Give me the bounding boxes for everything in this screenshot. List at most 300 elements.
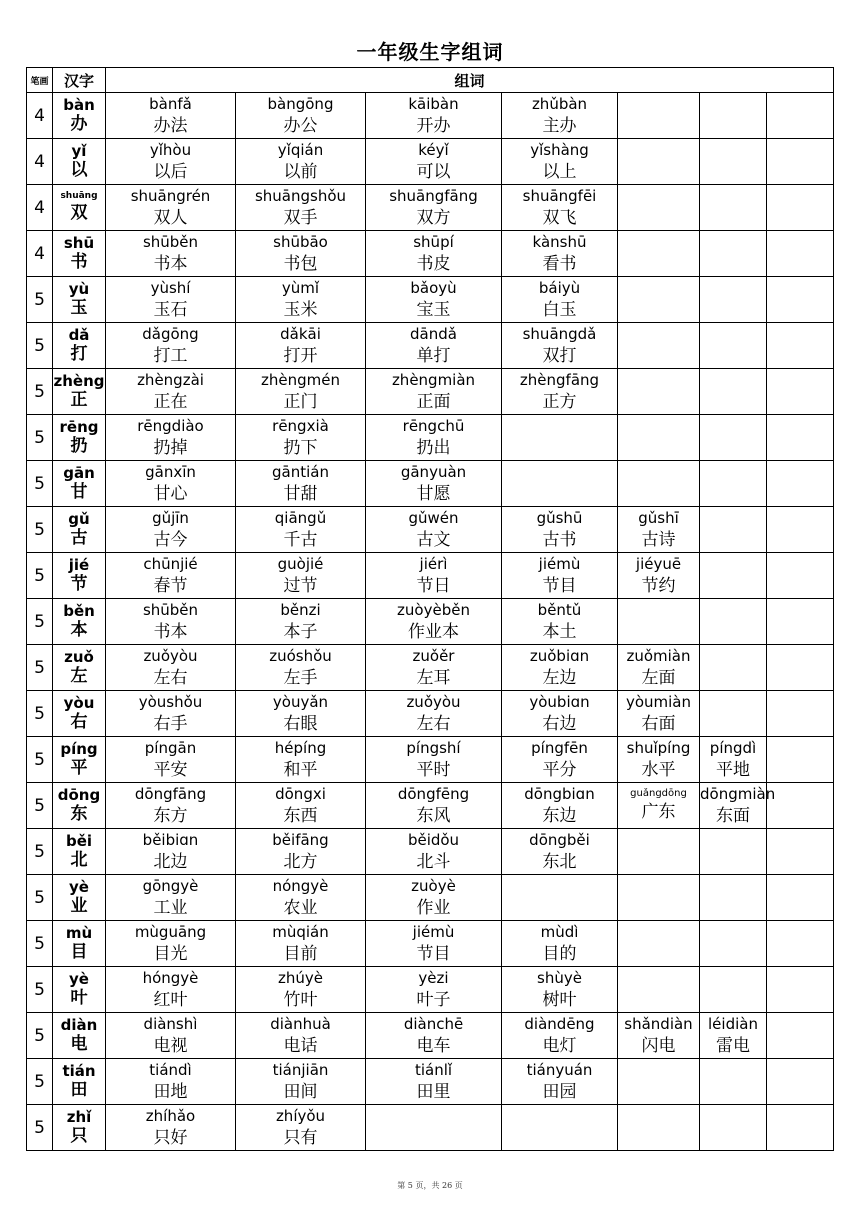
character-cell (53, 599, 106, 645)
word-cell (700, 921, 767, 967)
word-cell (502, 415, 618, 461)
word-cell (618, 921, 700, 967)
word-pinyin: shuāngdǎ (522, 324, 597, 343)
table-row (27, 599, 834, 645)
word-hanzi: 红叶 (153, 989, 188, 1010)
table-row (27, 829, 834, 875)
word-cell (106, 185, 236, 231)
word-pinyin: shūběn (142, 600, 199, 619)
word-cell (236, 369, 366, 415)
word-cell (106, 553, 236, 599)
stroke-count: 5 (27, 691, 53, 737)
character-pinyin: yè (69, 877, 89, 896)
word-hanzi: 目前 (283, 943, 318, 964)
word-pinyin: shùyè (537, 968, 582, 987)
table-row (27, 737, 834, 783)
word-pinyin: diànshì (143, 1014, 198, 1033)
word-pinyin: nóngyè (272, 876, 329, 895)
character-pinyin: yǐ (71, 141, 87, 160)
word-pinyin: zuòyèběn (397, 600, 470, 619)
word-cell (236, 737, 366, 783)
word-hanzi: 田里 (416, 1081, 451, 1102)
word-pinyin: chūnjié (143, 554, 198, 573)
word-hanzi: 田间 (283, 1081, 318, 1102)
word-hanzi: 左手 (283, 667, 318, 688)
word-pinyin: yèzi (418, 968, 449, 987)
word-hanzi: 过节 (283, 575, 318, 596)
word-pinyin: yǐshàng (530, 140, 589, 159)
word-hanzi: 双飞 (542, 207, 577, 228)
word-cell (767, 185, 834, 231)
word-pinyin: guǎngdōng (630, 788, 687, 800)
table-row (27, 369, 834, 415)
word-cell (700, 507, 767, 553)
word-pinyin: shūbāo (273, 232, 328, 251)
word-cell (767, 599, 834, 645)
word-cell (106, 277, 236, 323)
word-hanzi: 平安 (153, 759, 188, 780)
character-pinyin: bàn (63, 95, 95, 114)
word-pinyin: rēngdiào (137, 416, 204, 435)
word-cell (106, 737, 236, 783)
word-pinyin: diàndēng (524, 1014, 595, 1033)
word-hanzi: 以前 (283, 161, 318, 182)
stroke-count: 5 (27, 1059, 53, 1105)
table-row (27, 921, 834, 967)
word-hanzi: 北边 (153, 851, 188, 872)
word-hanzi: 主办 (542, 115, 577, 136)
word-cell (767, 93, 834, 139)
word-hanzi: 左右 (153, 667, 188, 688)
word-pinyin: zuòyè (411, 876, 456, 895)
word-cell (236, 875, 366, 921)
word-hanzi: 春节 (153, 575, 188, 596)
word-pinyin: yòuyǎn (272, 692, 329, 711)
word-cell (366, 599, 502, 645)
word-hanzi: 可以 (416, 161, 451, 182)
word-cell (700, 139, 767, 185)
word-pinyin: bànfǎ (149, 94, 192, 113)
word-pinyin: gānxīn (145, 462, 196, 481)
word-pinyin: zuóshǒu (269, 646, 332, 665)
word-cell (767, 875, 834, 921)
word-cell (502, 369, 618, 415)
word-hanzi: 节日 (416, 575, 451, 596)
word-cell (106, 461, 236, 507)
word-cell (700, 875, 767, 921)
word-hanzi: 田园 (542, 1081, 577, 1102)
word-pinyin: bàngōng (267, 94, 334, 113)
word-cell (236, 1059, 366, 1105)
word-cell (502, 783, 618, 829)
word-cell (366, 93, 502, 139)
character-hanzi: 打 (70, 344, 88, 365)
word-cell (366, 875, 502, 921)
word-pinyin: hépíng (274, 738, 327, 757)
word-pinyin: zuǒbiɑn (529, 646, 590, 665)
word-cell (106, 415, 236, 461)
word-pinyin: diànchē (403, 1014, 464, 1033)
character-pinyin: yù (68, 279, 90, 298)
table-row (27, 1105, 834, 1151)
word-cell (618, 783, 700, 829)
word-hanzi: 古今 (153, 529, 188, 550)
word-cell (700, 1013, 767, 1059)
word-cell (106, 921, 236, 967)
word-cell (618, 691, 700, 737)
word-pinyin: zhèngmiàn (391, 370, 476, 389)
word-hanzi: 节目 (416, 943, 451, 964)
word-pinyin: yǐhòu (149, 140, 192, 159)
word-pinyin: zhíyǒu (275, 1106, 326, 1125)
word-cell (700, 461, 767, 507)
stroke-count: 5 (27, 507, 53, 553)
word-hanzi: 以后 (153, 161, 188, 182)
character-hanzi: 玉 (70, 298, 88, 319)
word-cell (700, 783, 776, 829)
word-pinyin: zhúyè (278, 968, 323, 987)
word-cell (236, 645, 366, 691)
character-hanzi: 左 (70, 666, 88, 687)
word-cell (366, 921, 502, 967)
word-cell (767, 1059, 834, 1105)
character-pinyin: mù (65, 923, 93, 942)
word-pinyin: yòubiɑn (529, 692, 590, 711)
word-cell (767, 139, 834, 185)
word-cell (236, 185, 366, 231)
word-pinyin: jiémù (538, 554, 581, 573)
word-cell (700, 93, 767, 139)
table-body (27, 93, 834, 1151)
word-cell (366, 645, 502, 691)
word-pinyin: píngdì (709, 738, 757, 757)
word-cell (366, 829, 502, 875)
word-hanzi: 古诗 (641, 529, 676, 550)
word-cell (366, 323, 502, 369)
word-hanzi: 千古 (283, 529, 318, 550)
word-cell (106, 1105, 236, 1151)
table-row (27, 231, 834, 277)
word-hanzi: 双人 (153, 207, 188, 228)
word-cell (366, 139, 502, 185)
word-cell (767, 231, 834, 277)
character-hanzi: 扔 (70, 436, 88, 457)
word-cell (700, 369, 767, 415)
character-cell (53, 967, 106, 1013)
word-pinyin: běntǔ (537, 600, 582, 619)
word-cell (700, 1105, 767, 1151)
table-row (27, 553, 834, 599)
vocabulary-table (26, 67, 834, 1151)
character-hanzi: 电 (70, 1034, 88, 1055)
word-hanzi: 双手 (283, 207, 318, 228)
word-hanzi: 节约 (641, 575, 676, 596)
word-cell (618, 1105, 700, 1151)
word-hanzi: 扔下 (283, 437, 318, 458)
character-cell (53, 461, 106, 507)
word-pinyin: yòumiàn (625, 692, 692, 711)
word-pinyin: dōngbiɑn (524, 784, 595, 803)
word-pinyin: léidiàn (708, 1014, 758, 1033)
word-hanzi: 甘愿 (416, 483, 451, 504)
word-pinyin: gǔshū (536, 508, 583, 527)
word-pinyin: shuāngfēi (522, 186, 597, 205)
word-cell (366, 691, 502, 737)
word-cell (502, 599, 618, 645)
word-cell (502, 645, 618, 691)
word-cell (236, 691, 366, 737)
word-pinyin: tiándì (149, 1060, 192, 1079)
word-pinyin: shūpí (413, 232, 454, 251)
word-cell (618, 1059, 700, 1105)
table-header-row (27, 68, 834, 93)
character-cell (53, 277, 106, 323)
word-cell (236, 231, 366, 277)
word-hanzi: 左右 (416, 713, 451, 734)
table-row (27, 415, 834, 461)
word-cell (700, 185, 767, 231)
word-cell (502, 553, 618, 599)
word-hanzi: 东北 (542, 851, 577, 872)
word-pinyin: bǎoyù (410, 278, 457, 297)
stroke-count: 5 (27, 323, 53, 369)
word-pinyin: gǔjīn (152, 508, 189, 527)
word-cell (767, 645, 834, 691)
character-cell (53, 231, 106, 277)
word-cell (700, 415, 767, 461)
page-footer: 第 5 页，共 26 页 (397, 1181, 463, 1190)
word-cell (700, 1059, 767, 1105)
word-cell (106, 369, 236, 415)
word-hanzi: 左边 (542, 667, 577, 688)
word-pinyin: jiéyuē (635, 554, 682, 573)
character-cell (53, 691, 106, 737)
word-cell (618, 507, 700, 553)
word-cell (502, 93, 618, 139)
word-pinyin: dǎgōng (142, 324, 199, 343)
character-pinyin: zuǒ (64, 647, 94, 666)
word-hanzi: 书皮 (416, 253, 451, 274)
character-hanzi: 田 (70, 1080, 88, 1101)
word-cell (700, 277, 767, 323)
word-hanzi: 作业本 (408, 621, 459, 642)
word-hanzi: 东面 (716, 805, 750, 826)
word-cell (502, 139, 618, 185)
word-hanzi: 东方 (153, 805, 188, 826)
word-cell (502, 1059, 618, 1105)
word-pinyin: jiémù (412, 922, 455, 941)
table-row (27, 1013, 834, 1059)
word-hanzi: 书本 (153, 621, 188, 642)
word-cell (106, 829, 236, 875)
stroke-count: 5 (27, 599, 53, 645)
word-cell (767, 461, 834, 507)
word-cell (502, 691, 618, 737)
word-hanzi: 正门 (283, 391, 318, 412)
word-cell (767, 553, 834, 599)
word-cell (502, 507, 618, 553)
word-cell (236, 323, 366, 369)
word-cell (106, 231, 236, 277)
character-hanzi: 办 (70, 114, 88, 135)
word-cell (767, 1013, 834, 1059)
stroke-count: 4 (27, 93, 53, 139)
word-cell (366, 967, 502, 1013)
character-hanzi: 业 (70, 896, 88, 917)
word-hanzi: 平时 (416, 759, 451, 780)
word-cell (236, 507, 366, 553)
word-pinyin: píngān (144, 738, 197, 757)
word-cell (700, 323, 767, 369)
word-pinyin: gānyuàn (400, 462, 467, 481)
word-cell (366, 507, 502, 553)
word-cell (236, 461, 366, 507)
word-hanzi: 北方 (283, 851, 318, 872)
word-pinyin: dōngfāng (134, 784, 207, 803)
word-hanzi: 竹叶 (283, 989, 318, 1010)
word-hanzi: 开办 (416, 115, 451, 136)
word-pinyin: mùdì (540, 922, 579, 941)
word-cell (767, 829, 834, 875)
word-cell (618, 139, 700, 185)
word-hanzi: 水平 (641, 759, 676, 780)
word-cell (236, 599, 366, 645)
word-hanzi: 本子 (283, 621, 318, 642)
word-cell (618, 875, 700, 921)
word-hanzi: 打开 (283, 345, 318, 366)
character-hanzi: 北 (70, 850, 88, 871)
character-hanzi: 以 (70, 160, 88, 181)
word-pinyin: mùqián (272, 922, 329, 941)
word-hanzi: 电车 (416, 1035, 451, 1056)
word-cell (106, 1013, 236, 1059)
character-cell (53, 921, 106, 967)
stroke-count: 4 (27, 185, 53, 231)
word-hanzi: 电视 (153, 1035, 188, 1056)
character-hanzi: 东 (70, 804, 88, 825)
word-cell (236, 93, 366, 139)
character-hanzi: 书 (70, 252, 88, 273)
word-hanzi: 右手 (153, 713, 188, 734)
word-pinyin: zuǒěr (412, 646, 455, 665)
word-cell (236, 1013, 366, 1059)
character-hanzi: 节 (70, 574, 88, 595)
word-pinyin: yòushǒu (138, 692, 203, 711)
word-cell (618, 737, 700, 783)
word-cell (366, 231, 502, 277)
word-cell (502, 461, 618, 507)
word-cell (700, 231, 767, 277)
table-row (27, 783, 834, 829)
word-hanzi: 正方 (542, 391, 577, 412)
word-hanzi: 电话 (283, 1035, 318, 1056)
word-cell (236, 415, 366, 461)
word-cell (502, 1013, 618, 1059)
word-pinyin: shǎndiàn (624, 1014, 693, 1033)
word-cell (366, 1013, 502, 1059)
word-hanzi: 树叶 (542, 989, 577, 1010)
stroke-count: 4 (27, 231, 53, 277)
word-cell (767, 691, 834, 737)
character-pinyin: yè (69, 969, 89, 988)
word-pinyin: běifāng (272, 830, 329, 849)
word-pinyin: zhèngfāng (519, 370, 600, 389)
word-hanzi: 白玉 (542, 299, 577, 320)
stroke-count: 5 (27, 1013, 53, 1059)
word-cell (106, 323, 236, 369)
character-pinyin: shuāng (60, 191, 98, 202)
word-hanzi: 平地 (716, 759, 750, 780)
word-hanzi: 平分 (542, 759, 577, 780)
word-cell (767, 507, 834, 553)
word-pinyin: tiánlǐ (414, 1060, 453, 1079)
stroke-count: 5 (27, 461, 53, 507)
word-hanzi: 田地 (153, 1081, 188, 1102)
word-pinyin: yùmǐ (281, 278, 320, 297)
word-cell (618, 461, 700, 507)
word-pinyin: kànshū (532, 232, 587, 251)
character-hanzi: 本 (70, 620, 88, 641)
word-cell (106, 691, 236, 737)
word-cell (236, 967, 366, 1013)
character-cell (53, 323, 106, 369)
table-row (27, 185, 834, 231)
word-hanzi: 单打 (416, 345, 451, 366)
word-cell (366, 369, 502, 415)
word-cell (236, 277, 366, 323)
word-hanzi: 电灯 (542, 1035, 577, 1056)
word-cell (502, 323, 618, 369)
word-hanzi: 本土 (542, 621, 577, 642)
word-pinyin: dāndǎ (410, 324, 457, 343)
word-cell (767, 277, 834, 323)
word-cell (106, 967, 236, 1013)
word-pinyin: zhèngzài (137, 370, 204, 389)
word-hanzi: 目光 (153, 943, 188, 964)
character-cell (53, 829, 106, 875)
table-row (27, 277, 834, 323)
word-pinyin: qiāngǔ (274, 508, 327, 527)
stroke-count: 4 (27, 139, 53, 185)
character-pinyin: zhèng (53, 371, 105, 390)
word-cell (236, 553, 366, 599)
word-pinyin: dōngběi (529, 830, 590, 849)
character-cell (53, 139, 106, 185)
word-cell (618, 829, 700, 875)
word-pinyin: kāibàn (408, 94, 459, 113)
word-hanzi: 节目 (542, 575, 577, 596)
word-pinyin: zhèngmén (261, 370, 340, 389)
word-cell (618, 415, 700, 461)
character-cell (53, 93, 106, 139)
character-hanzi: 叶 (70, 988, 88, 1009)
character-hanzi: 右 (70, 712, 88, 733)
word-hanzi: 以上 (542, 161, 577, 182)
word-pinyin: shūběn (142, 232, 199, 251)
character-pinyin: tián (62, 1061, 96, 1080)
word-pinyin: rēngchū (402, 416, 465, 435)
word-hanzi: 和平 (283, 759, 318, 780)
word-cell (236, 921, 366, 967)
word-cell (767, 323, 834, 369)
word-cell (700, 967, 767, 1013)
word-hanzi: 闪电 (641, 1035, 676, 1056)
word-cell (106, 599, 236, 645)
character-cell (53, 875, 106, 921)
word-hanzi: 玉米 (283, 299, 318, 320)
word-hanzi: 只好 (153, 1127, 188, 1148)
word-cell (767, 921, 834, 967)
